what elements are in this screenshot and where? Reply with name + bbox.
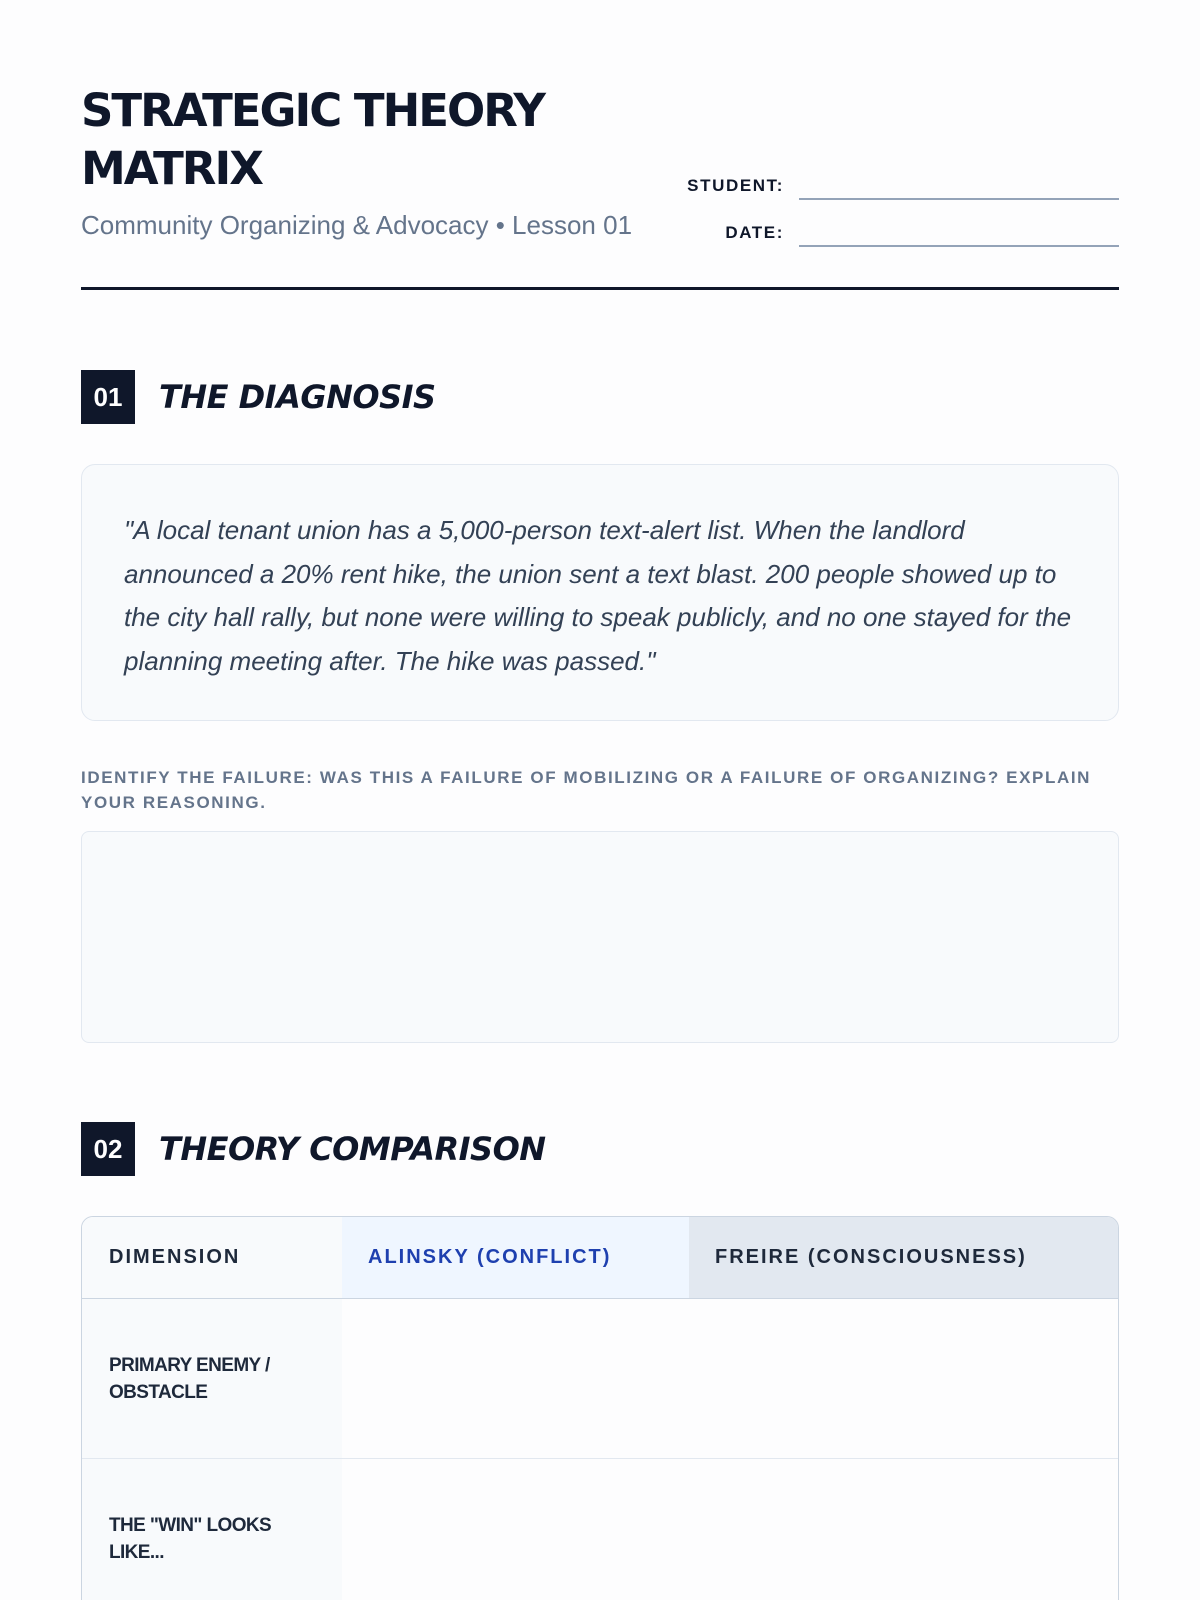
- row-label: THE "WIN" LOOKS LIKE...: [82, 1459, 342, 1600]
- row-label: PRIMARY ENEMY / OBSTACLE: [82, 1299, 342, 1458]
- answer-cell[interactable]: [342, 1299, 1118, 1458]
- date-row: [679, 221, 1119, 247]
- worksheet-title: STRATEGIC THEORY MATRIX: [81, 84, 545, 195]
- answer-field[interactable]: [81, 831, 1119, 1043]
- column-header-dimension: DIMENSION: [82, 1217, 342, 1298]
- section-title: THEORY COMPARISON: [159, 1130, 546, 1168]
- answer-cell[interactable]: [342, 1459, 1118, 1600]
- section-title: THE DIAGNOSIS: [159, 378, 436, 416]
- question-prompt: IDENTIFY THE FAILURE: WAS THIS A FAILURE OF MOBILIZING OR A FAILURE OF ORGANIZING? EXPLAIN YOUR REASONING.: [81, 768, 1092, 812]
- column-header-freire: FREIRE (CONSCIOUSNESS): [689, 1217, 1118, 1298]
- section-comparison-heading: [81, 1122, 1119, 1176]
- worksheet-header: [81, 82, 1119, 290]
- table-row: [82, 1459, 1118, 1600]
- table-header-row: [82, 1217, 1118, 1299]
- section-diagnosis-heading: [81, 370, 1119, 424]
- theory-comparison-table: [81, 1216, 1119, 1600]
- student-name-field[interactable]: [799, 174, 1119, 200]
- case-scenario-text: "A local tenant union has a 5,000-person text-alert list. When the landlord announced a 20% rent hike, the union sent a text blast. 200 people showed up to the city hall rally, but none were willing to speak publicly, and no one stayed for the planning meeting after. The hike was passed.": [124, 515, 1072, 676]
- student-meta: [679, 174, 1119, 268]
- date-field[interactable]: [799, 221, 1119, 247]
- student-row: [679, 174, 1119, 200]
- column-header-alinsky: ALINSKY (CONFLICT): [342, 1217, 689, 1298]
- worksheet-subtitle: Community Organizing & Advocacy • Lesson 01: [81, 210, 633, 240]
- table-row: [82, 1299, 1118, 1459]
- section-number-badge: 02: [81, 1122, 135, 1176]
- case-scenario-box: [81, 464, 1119, 721]
- date-label: DATE:: [725, 223, 784, 242]
- student-label: STUDENT:: [687, 176, 784, 195]
- section-number-badge: 01: [81, 370, 135, 424]
